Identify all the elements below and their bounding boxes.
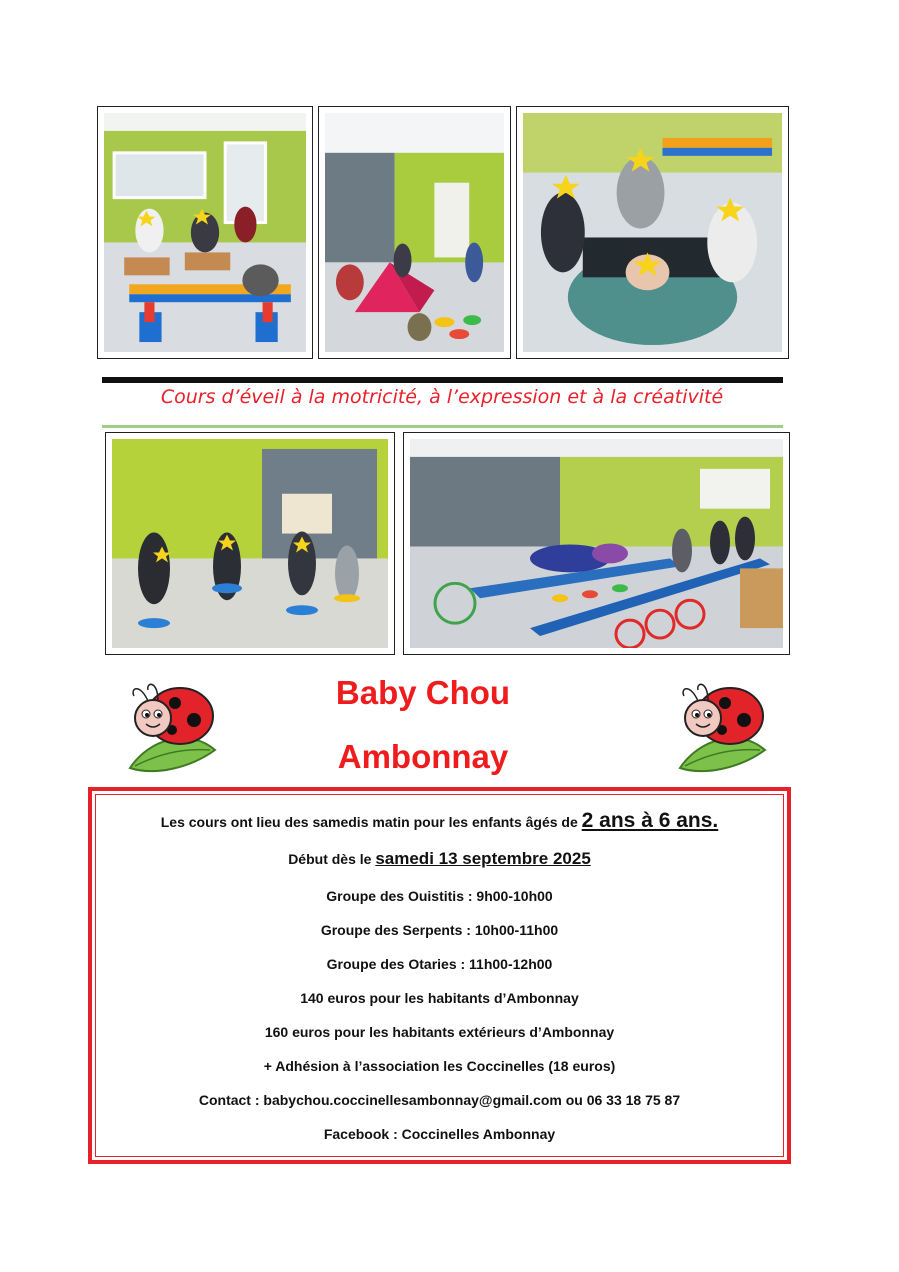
divider-thick xyxy=(102,377,783,383)
ages-value: 2 ans à 6 ans. xyxy=(581,809,719,832)
group-otaries: Groupe des Otaries : 11h00-12h00 xyxy=(326,956,553,972)
title-ambonnay: Ambonnay xyxy=(337,738,509,775)
price-local: 140 euros pour les habitants d’Ambonnay xyxy=(300,990,579,1006)
subtitle: Cours d’éveil à la motricité, à l’expression et à la créativité xyxy=(160,386,724,408)
photo-gym-room-mats xyxy=(318,106,511,359)
start-date: samedi 13 septembre 2025 xyxy=(375,849,591,868)
ages-intro: Les cours ont lieu des samedis matin pour les enfants âgés de xyxy=(160,814,578,830)
start-intro: Début dès le xyxy=(288,851,372,867)
group-ouistitis: Groupe des Ouistitis : 9h00-10h00 xyxy=(326,888,553,904)
title-baby-chou: Baby Chou xyxy=(335,674,511,711)
group-serpents: Groupe des Serpents : 10h00-11h00 xyxy=(320,922,559,938)
contact: Contact : babychou.coccinellesambonnay@gmail.com ou 06 33 18 75 87 xyxy=(198,1092,681,1108)
start-line xyxy=(92,849,787,869)
photo-children-gym-ball xyxy=(516,106,789,359)
info-box xyxy=(88,787,791,1164)
facebook: Facebook : Coccinelles Ambonnay xyxy=(323,1126,556,1142)
ages-line xyxy=(92,809,787,833)
membership: + Adhésion à l’association les Coccinelles (18 euros) xyxy=(263,1058,616,1074)
price-external: 160 euros pour les habitants extérieurs d’Ambonnay xyxy=(264,1024,615,1040)
photo-toddlers-balance-beam xyxy=(97,106,313,359)
photo-obstacle-course xyxy=(403,432,790,655)
photo-children-balance-dots xyxy=(105,432,395,655)
divider-thin xyxy=(102,425,783,428)
